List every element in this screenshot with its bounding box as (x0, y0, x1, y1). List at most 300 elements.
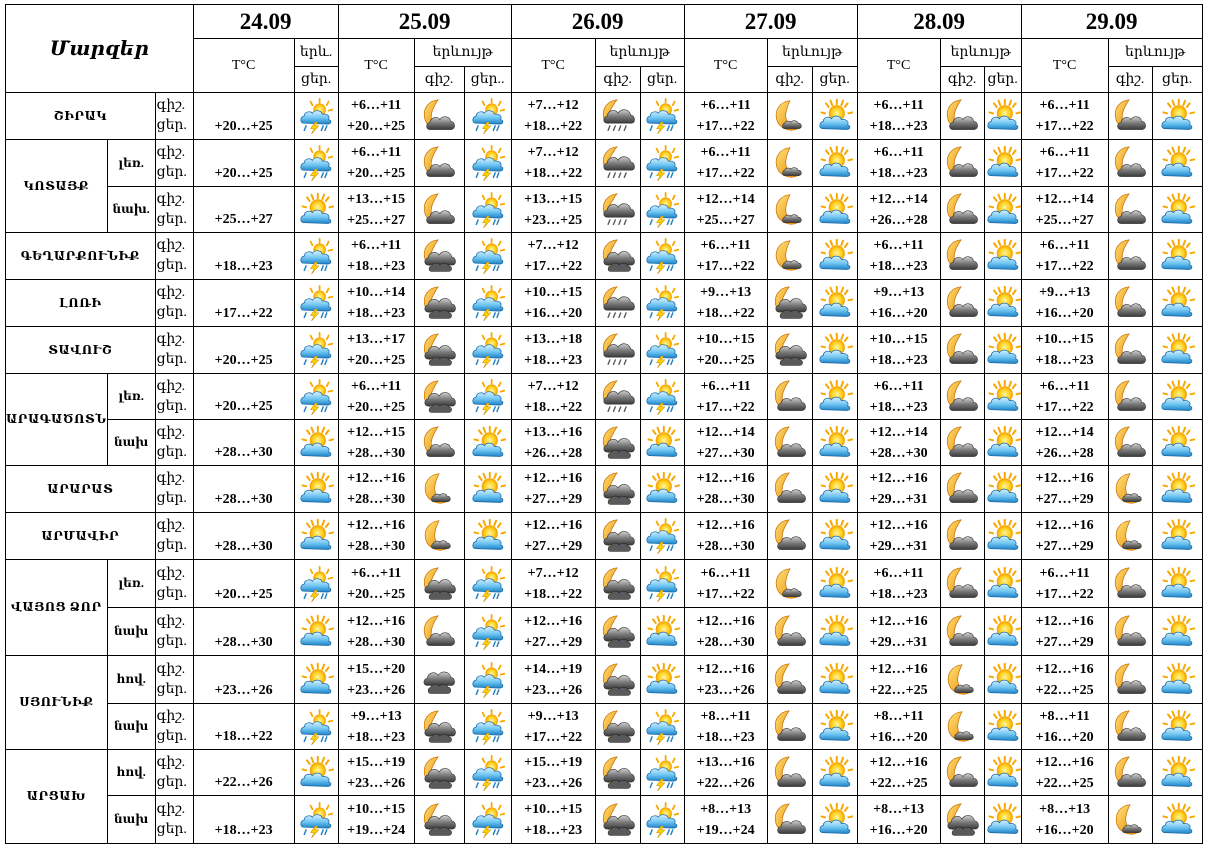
night-temperature: +12…+16 (869, 518, 928, 533)
date-header: 24.09 (193, 5, 338, 39)
night-temperature: +13…+15 (347, 191, 406, 207)
phenomenon-header: երևույթ (595, 39, 684, 67)
day-temperature: +23…+26 (347, 682, 406, 698)
day-temperature: +23…+26 (524, 682, 583, 698)
sun-cloud-icon (984, 187, 1021, 233)
temperature-range (684, 233, 767, 280)
night-temperature: +6…+11 (351, 565, 402, 581)
moon-dark-icon (414, 327, 464, 374)
moon-cloud-icon (767, 374, 812, 420)
night-temperature: +6…+11 (700, 238, 751, 253)
sun-cloud-icon (812, 656, 857, 704)
sun-cloud-icon (984, 374, 1021, 420)
temperature-range (511, 93, 595, 140)
sun-cloud-icon (812, 327, 857, 374)
sun-cloud-icon (812, 187, 857, 233)
night-temperature: +6…+11 (1039, 378, 1090, 394)
storm-icon (464, 93, 511, 140)
day-temperature: +28…+30 (193, 420, 294, 466)
region-name: ԱՐԱՐԱՏ (6, 466, 156, 513)
day-temperature: +28…+30 (696, 634, 755, 650)
temperature-range (1021, 140, 1108, 187)
phenomenon-header: երևույթ (940, 39, 1021, 67)
storm-icon (640, 233, 684, 280)
moon-rain-icon (595, 374, 640, 420)
day-header: ցեր. (1152, 67, 1202, 93)
temperature-range (338, 704, 414, 750)
storm-icon (464, 608, 511, 656)
storm-icon (640, 280, 684, 327)
sun-cloud-icon (812, 140, 857, 187)
temperature-range (1021, 187, 1108, 233)
moon-cloud-icon (1108, 233, 1152, 280)
day-label: ցեր. (156, 681, 187, 697)
moon-icon (414, 466, 464, 513)
night-temperature: +10…+15 (696, 332, 755, 347)
day-temperature: +17…+22 (1035, 586, 1094, 602)
storm-icon (640, 704, 684, 750)
day-temperature: +23…+26 (347, 775, 406, 791)
subregion-name: հով. (107, 656, 155, 704)
day-temperature: +29…+31 (869, 634, 928, 650)
moon-cloud-icon (767, 466, 812, 513)
moon-cloud-icon (940, 233, 984, 280)
day-temperature: +18…+22 (193, 704, 294, 750)
day-temperature: +18…+23 (869, 399, 928, 415)
temperature-range (684, 280, 767, 327)
temperature-range (684, 420, 767, 466)
temperature-range (857, 608, 940, 656)
phenomenon-header: երևույթ (1108, 39, 1202, 67)
day-temperature: +27…+29 (1035, 634, 1094, 650)
storm-icon (640, 750, 684, 796)
storm-icon (464, 327, 511, 374)
temperature-header: T°C (193, 39, 294, 93)
day-temperature: +16…+20 (1035, 822, 1094, 838)
temperature-range (338, 608, 414, 656)
night-header: գիշ. (940, 67, 984, 93)
temperature-range (857, 466, 940, 513)
sun-cloud-icon (1152, 608, 1202, 656)
moon-dark-icon (414, 750, 464, 796)
day-temperature: +27…+29 (524, 634, 583, 650)
night-temperature: +7…+12 (527, 145, 579, 160)
moon-dark-icon (595, 750, 640, 796)
temperature-range (338, 233, 414, 280)
night-temperature: +12…+14 (869, 424, 928, 440)
day-temperature: +28…+30 (347, 634, 406, 650)
moon-cloud-icon (1108, 704, 1152, 750)
night-temperature: +8…+11 (700, 708, 751, 724)
moon-icon (414, 513, 464, 560)
forecast-table (5, 4, 1203, 844)
day-temperature: +20…+25 (347, 353, 406, 368)
moon-cloud-icon (940, 560, 984, 608)
day-header: ցեր. (812, 67, 857, 93)
day-label: ցեր. (156, 633, 187, 649)
night-temperature: +6…+11 (1039, 98, 1090, 113)
day-temperature: +19…+24 (347, 822, 406, 838)
sun-cloud-icon (812, 608, 857, 656)
night-temperature: +9…+13 (700, 285, 752, 300)
moon-dark-icon (940, 796, 984, 844)
day-temperature: +22…+25 (869, 682, 928, 698)
moon-cloud-icon (1108, 608, 1152, 656)
subregion-name: նախ (107, 704, 155, 750)
moon-dark-icon (595, 704, 640, 750)
day-temperature: +22…+26 (193, 750, 294, 796)
night-label: գիշ. (156, 285, 186, 300)
night-temperature: +13…+17 (347, 332, 406, 347)
temperature-range (1021, 466, 1108, 513)
table-row (6, 233, 1203, 280)
day-temperature: +27…+29 (1035, 539, 1094, 554)
sun-cloud-icon (812, 420, 857, 466)
day-temperature: +18…+23 (696, 729, 755, 745)
night-temperature: +9…+13 (527, 708, 579, 724)
day-temperature: +28…+30 (696, 492, 755, 507)
sun-cloud-icon (1152, 750, 1202, 796)
temperature-range (1021, 280, 1108, 327)
sun-cloud-icon (640, 608, 684, 656)
moon-icon (1108, 466, 1152, 513)
sun-cloud-icon (1152, 93, 1202, 140)
region-name: ՎԱՅՈՑ ՁՈՐ (6, 560, 108, 656)
phenomenon-header: երև. (294, 39, 338, 67)
day-temperature: +27…+29 (524, 539, 583, 554)
temperature-range (511, 560, 595, 608)
temperature-range (684, 93, 767, 140)
moon-cloud-icon (940, 327, 984, 374)
night-temperature: +12…+16 (524, 471, 583, 486)
day-temperature: +28…+30 (193, 466, 294, 513)
temperature-range (511, 280, 595, 327)
day-temperature: +28…+30 (347, 539, 406, 554)
sun-cloud-icon (984, 796, 1021, 844)
storm-icon (294, 140, 338, 187)
night-label: գիշ. (156, 98, 186, 113)
night-temperature: +9…+13 (350, 708, 402, 724)
moon-cloud-icon (940, 93, 984, 140)
night-label: գիշ. (156, 565, 186, 581)
sun-cloud-icon (984, 233, 1021, 280)
moon-cloud-icon (940, 513, 984, 560)
temperature-range (684, 750, 767, 796)
night-temperature: +14…+19 (524, 661, 583, 677)
temperature-range (857, 796, 940, 844)
sun-cloud-icon (464, 513, 511, 560)
day-temperature: +26…+28 (524, 445, 583, 461)
day-temperature: +18…+23 (1035, 353, 1094, 368)
storm-icon (294, 280, 338, 327)
storm-icon (464, 704, 511, 750)
day-temperature: +16…+20 (869, 729, 928, 745)
temperature-range (1021, 513, 1108, 560)
day-temperature: +17…+22 (696, 586, 755, 602)
night-label: գիշ. (156, 661, 186, 677)
storm-icon (640, 327, 684, 374)
night-temperature: +12…+15 (347, 424, 406, 440)
temperature-range (1021, 656, 1108, 704)
sun-cloud-icon (294, 750, 338, 796)
night-temperature: +12…+16 (347, 471, 406, 486)
subregion-name: լեռ. (107, 560, 155, 608)
night-label: գիշ. (156, 708, 186, 724)
day-temperature: +25…+27 (193, 187, 294, 233)
moon-cloud-icon (1108, 420, 1152, 466)
day-temperature: +17…+22 (696, 399, 755, 415)
regions-header: Մարզեր (6, 5, 194, 93)
day-temperature: +20…+25 (193, 327, 294, 374)
storm-icon (640, 374, 684, 420)
night-temperature: +6…+11 (351, 238, 402, 253)
moon-dark-icon (595, 656, 640, 704)
night-temperature: +7…+12 (527, 98, 579, 113)
night-temperature: +6…+11 (700, 145, 751, 160)
temperature-range (857, 750, 940, 796)
storm-icon (640, 93, 684, 140)
moon-cloud-icon (767, 750, 812, 796)
sun-cloud-icon (984, 140, 1021, 187)
storm-icon (464, 560, 511, 608)
day-temperature: +28…+30 (193, 608, 294, 656)
night-temperature: +12…+16 (1035, 471, 1094, 486)
night-day-labels (155, 704, 193, 750)
storm-icon (294, 796, 338, 844)
storm-icon (464, 374, 511, 420)
sun-cloud-icon (812, 704, 857, 750)
night-temperature: +6…+11 (873, 565, 924, 581)
moon-dark-icon (767, 280, 812, 327)
table-row (6, 280, 1203, 327)
night-temperature: +6…+11 (1039, 238, 1090, 253)
night-day-labels (155, 750, 193, 796)
temperature-header: T°C (684, 39, 767, 93)
moon-cloud-icon (1108, 374, 1152, 420)
day-temperature: +18…+23 (347, 729, 406, 745)
sun-cloud-icon (294, 187, 338, 233)
storm-icon (640, 513, 684, 560)
night-temperature: +10…+15 (869, 332, 928, 347)
table-row (6, 140, 1203, 187)
night-temperature: +6…+11 (1039, 145, 1090, 160)
temperature-range (338, 420, 414, 466)
sun-cloud-icon (1152, 560, 1202, 608)
temperature-range (1021, 233, 1108, 280)
moon-cloud-icon (1108, 656, 1152, 704)
phenomenon-header: երևույթ (767, 39, 857, 67)
moon-rain-icon (595, 327, 640, 374)
moon-cloud-icon (940, 140, 984, 187)
night-temperature: +12…+16 (696, 471, 755, 486)
night-temperature: +8…+11 (1039, 708, 1090, 724)
night-temperature: +6…+11 (700, 98, 751, 113)
sun-cloud-icon (984, 466, 1021, 513)
day-temperature: +27…+29 (524, 492, 583, 507)
day-temperature: +26…+28 (1035, 445, 1094, 461)
night-temperature: +6…+11 (351, 145, 402, 160)
day-temperature: +23…+26 (193, 656, 294, 704)
day-temperature: +18…+23 (193, 796, 294, 844)
temperature-range (857, 420, 940, 466)
temperature-range (684, 704, 767, 750)
temperature-range (338, 187, 414, 233)
storm-icon (294, 233, 338, 280)
night-temperature: +9…+13 (1039, 285, 1091, 300)
night-header: գիշ. (595, 67, 640, 93)
sun-cloud-icon (984, 513, 1021, 560)
temperature-range (511, 374, 595, 420)
temperature-range (511, 608, 595, 656)
day-label: ցեր. (156, 491, 187, 506)
night-temperature: +13…+16 (696, 754, 755, 770)
night-temperature: +6…+11 (873, 378, 924, 394)
temperature-range (511, 750, 595, 796)
temperature-range (511, 466, 595, 513)
storm-icon (294, 327, 338, 374)
night-day-labels (155, 513, 193, 560)
storm-icon (464, 187, 511, 233)
night-temperature: +12…+16 (869, 754, 928, 770)
day-label: ցեր. (156, 398, 187, 414)
day-label: ցեր. (156, 444, 187, 460)
day-temperature: +18…+23 (193, 233, 294, 280)
moon-icon (767, 93, 812, 140)
sun-cloud-icon (1152, 280, 1202, 327)
moon-dark-icon (414, 280, 464, 327)
moon-cloud-icon (1108, 93, 1152, 140)
night-label: գիշ. (156, 145, 186, 160)
night-temperature: +7…+12 (527, 565, 579, 581)
night-temperature: +13…+16 (524, 424, 583, 440)
table-row (6, 608, 1203, 656)
night-temperature: +12…+16 (1035, 754, 1094, 770)
temperature-range (1021, 374, 1108, 420)
temperature-header: T°C (857, 39, 940, 93)
subregion-name: լեռ. (107, 374, 155, 420)
temperature-range (511, 656, 595, 704)
moon-icon (940, 704, 984, 750)
moon-cloud-icon (414, 93, 464, 140)
night-label: գիշ. (156, 754, 186, 770)
region-name: ԼՈՌԻ (6, 280, 156, 327)
day-label: ցեր. (156, 774, 187, 790)
sun-cloud-icon (984, 420, 1021, 466)
day-temperature: +23…+26 (524, 775, 583, 791)
night-day-labels (155, 420, 193, 466)
sun-cloud-icon (294, 420, 338, 466)
table-row (6, 420, 1203, 466)
night-temperature: +7…+12 (527, 378, 579, 394)
storm-icon (640, 140, 684, 187)
temperature-range (1021, 704, 1108, 750)
day-temperature: +18…+22 (524, 166, 583, 181)
table-row (6, 560, 1203, 608)
night-temperature: +6…+11 (351, 378, 402, 394)
day-temperature: +25…+27 (696, 212, 755, 228)
temperature-range (684, 374, 767, 420)
moon-cloud-icon (940, 750, 984, 796)
sun-cloud-icon (640, 656, 684, 704)
day-temperature: +28…+30 (696, 539, 755, 554)
moon-icon (767, 560, 812, 608)
day-temperature: +18…+23 (524, 822, 583, 838)
moon-dark-icon (414, 233, 464, 280)
sun-cloud-icon (640, 420, 684, 466)
day-temperature: +22…+25 (1035, 775, 1094, 791)
sun-cloud-icon (812, 233, 857, 280)
night-temperature: +10…+15 (347, 801, 406, 817)
night-label: գիշ. (156, 471, 186, 486)
night-header: գիշ. (1108, 67, 1152, 93)
moon-cloud-icon (940, 608, 984, 656)
subregion-name: լեռ. (107, 140, 155, 187)
night-day-labels (155, 656, 193, 704)
day-label: ցեր. (156, 305, 187, 320)
night-day-labels (155, 374, 193, 420)
moon-dark-icon (595, 466, 640, 513)
storm-icon (294, 704, 338, 750)
moon-cloud-icon (767, 513, 812, 560)
day-label: ցեր. (156, 352, 187, 367)
moon-cloud-icon (940, 420, 984, 466)
day-temperature: +25…+27 (347, 212, 406, 228)
day-header: ցեր.. (464, 67, 511, 93)
night-temperature: +10…+15 (1035, 332, 1094, 347)
sun-cloud-icon (812, 513, 857, 560)
sun-cloud-icon (1152, 704, 1202, 750)
day-label: ցեր. (156, 728, 187, 744)
day-temperature: +16…+20 (1035, 306, 1094, 321)
sun-cloud-icon (1152, 233, 1202, 280)
date-header: 25.09 (338, 5, 511, 39)
night-temperature: +15…+20 (347, 661, 406, 677)
sun-cloud-icon (1152, 327, 1202, 374)
moon-cloud-icon (1108, 280, 1152, 327)
day-temperature: +18…+23 (869, 119, 928, 134)
day-label: ցեր. (156, 258, 187, 273)
temperature-range (1021, 560, 1108, 608)
temperature-range (857, 327, 940, 374)
night-temperature: +6…+11 (1039, 565, 1090, 581)
day-temperature: +28…+30 (869, 445, 928, 461)
storm-icon (640, 560, 684, 608)
night-temperature: +8…+11 (873, 708, 924, 724)
temperature-range (338, 796, 414, 844)
night-label: գիշ. (156, 518, 186, 533)
day-temperature: +18…+23 (524, 353, 583, 368)
night-label: գիշ. (156, 332, 186, 347)
day-temperature: +28…+30 (347, 492, 406, 507)
moon-cloud-icon (767, 656, 812, 704)
night-temperature: +8…+13 (700, 801, 752, 817)
sun-cloud-icon (812, 93, 857, 140)
subregion-name: նախ (107, 796, 155, 844)
night-temperature: +13…+15 (524, 191, 583, 207)
moon-dark-icon (767, 327, 812, 374)
sun-cloud-icon (984, 280, 1021, 327)
temperature-range (684, 608, 767, 656)
night-temperature: +13…+18 (524, 332, 583, 347)
temperature-range (511, 796, 595, 844)
sun-cloud-icon (984, 750, 1021, 796)
day-temperature: +20…+25 (193, 93, 294, 140)
subregion-name: նախ. (107, 187, 155, 233)
sun-cloud-icon (640, 466, 684, 513)
night-day-labels (155, 280, 193, 327)
table-row (6, 374, 1203, 420)
night-temperature: +12…+14 (1035, 424, 1094, 440)
